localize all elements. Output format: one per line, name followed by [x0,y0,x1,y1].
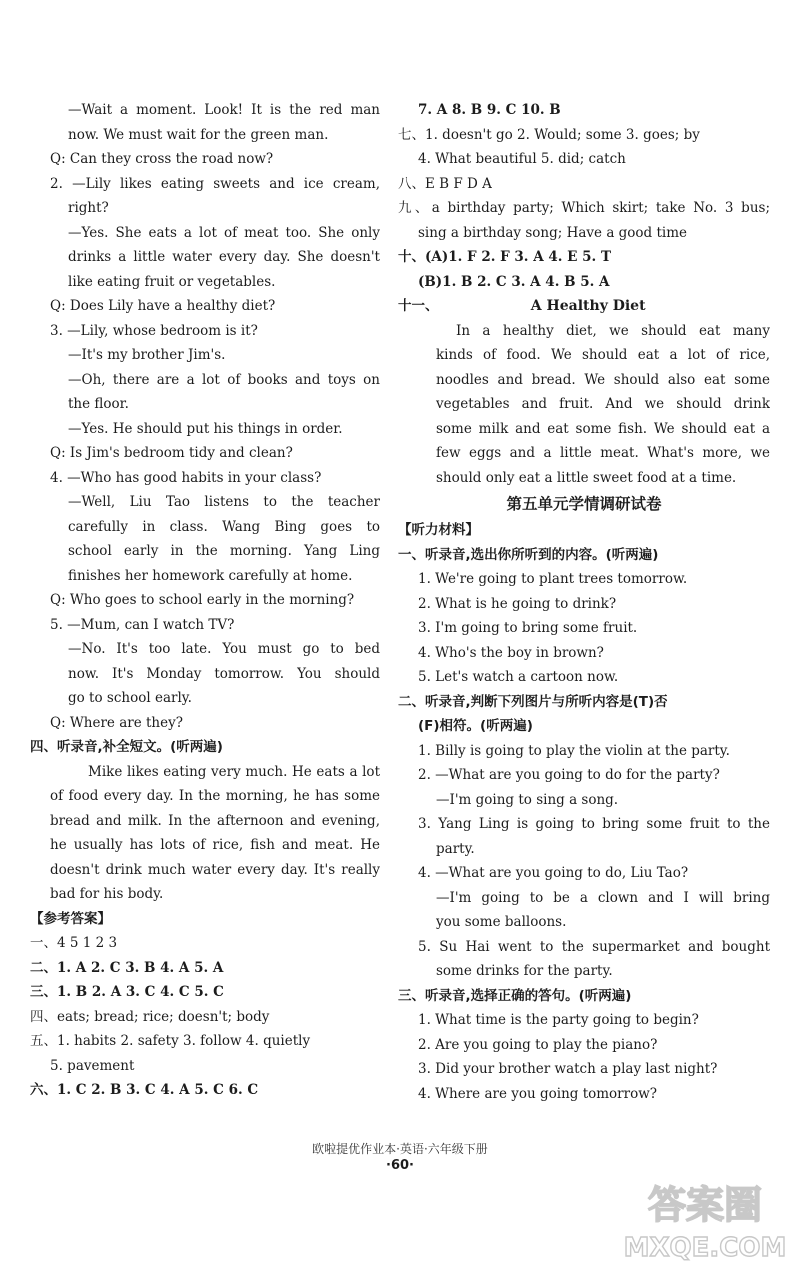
text-line: 一、4 5 1 2 3 [30,935,118,951]
text-line: —No. It's too late. You must go to bed [68,641,380,657]
answer-line: 九、a birthday party; Which skirt; take No. 3 bus; [398,200,770,216]
answer-line: 7. A 8. B 9. C 10. B [418,102,561,118]
text-line: right? [68,200,109,216]
left-column [30,98,380,1103]
essay-line: should only eat a little sweet food at a time. [436,469,737,486]
answer-list-top [398,98,770,294]
text-line: bread and milk. In the afternoon and evening, [50,812,380,829]
listening-line: 2. Are you going to play the piano? [418,1036,658,1053]
listening-line: 1. What time is the party going to begin? [418,1012,699,1028]
text-line: 5. —Mum, can I watch TV? [50,616,235,633]
essay-line: kinds of food. We should eat a lot of rice, [436,347,770,363]
listening-line: 4. —What are you going to do, Liu Tao? [418,865,689,881]
text-line: 四、eats; bread; rice; doesn't; body [30,1008,270,1025]
text-line: bad for his body. [50,886,164,902]
essay-line: In a healthy diet, we should eat many [456,322,770,339]
text-line: of food every day. In the morning, he has some [50,788,380,804]
text-line: 5. pavement [50,1057,135,1074]
text-line: Q: Where are they? [50,714,183,731]
section-title: 第五单元学情调研试卷 [506,495,662,513]
listening-line: 4. Who's the boy in brown? [418,644,604,661]
listening-line: —I'm going to sing a song. [436,791,619,808]
text-line: 【参考答案】 [30,910,111,927]
listening-line: 3. I'm going to bring some fruit. [418,620,638,636]
listening-line: (F)相符。(听两遍) [418,718,533,734]
listening-line: you some balloons. [436,914,567,930]
text-line: 四、听录音,补全短文。(听两遍) [30,739,223,755]
essay-label: 十一、 [398,298,439,314]
text-line: 2. —Lily likes eating sweets and ice cream, [50,175,380,192]
text-line: 五、1. habits 2. safety 3. follow 4. quietly [30,1033,311,1049]
text-line: —Yes. He should put his things in order. [68,420,343,437]
text-line: the floor. [68,396,129,412]
essay-heading-row [398,294,770,319]
answer-line: sing a birthday song; Have a good time [418,224,688,241]
listening-line: 一、听录音,选出你所听到的内容。(听两遍) [398,546,659,563]
text-line: doesn't drink much water every day. It's really [50,861,380,878]
text-line: Mike likes eating very much. He eats a lot [88,763,380,780]
answer-line: (B)1. B 2. C 3. A 4. B 5. A [418,273,610,290]
answer-line: 4. What beautiful 5. did; catch [418,151,626,167]
answer-line: 七、1. doesn't go 2. Would; some 3. goes; by [398,126,700,143]
listening-line: 5. Su Hai went to the supermarket and bought [418,938,770,955]
text-line: now. It's Monday tomorrow. You should [68,665,380,682]
text-line: he usually has lots of rice, fish and meat. He [50,837,380,853]
text-line: Q: Is Jim's bedroom tidy and clean? [50,445,293,461]
text-line: carefully in class. Wang Bing goes to [68,518,380,535]
text-line: —Oh, there are a lot of books and toys on [68,371,380,388]
text-line: Q: Does Lily have a healthy diet? [50,298,276,314]
text-line: go to school early. [68,690,192,706]
text-line: 三、1. B 2. A 3. C 4. C 5. C [30,984,224,1000]
listening-line: 2. What is he going to drink? [418,595,617,612]
right-column [398,98,770,1106]
text-line: —Well, Liu Tao listens to the teacher [68,494,380,510]
text-line: 4. —Who has good habits in your class? [50,469,322,486]
listening-line: 1. Billy is going to play the violin at the party. [418,742,730,759]
essay-line: few eggs and a little meat. What's more, we [436,445,770,461]
text-line: —It's my brother Jim's. [68,347,226,363]
text-line: Q: Who goes to school early in the morning? [50,592,355,608]
text-line: Q: Can they cross the road now? [50,151,274,167]
text-line: school early in the morning. Yang Ling [68,543,380,559]
answer-line: 八、E B F D A [398,175,492,192]
watermark-logo [615,1170,795,1265]
listening-line: 三、听录音,选择正确的答句。(听两遍) [398,987,632,1004]
listening-line: some drinks for the party. [436,963,613,979]
listening-line: —I'm going to be a clown and I will bring [436,889,770,906]
listening-line: 3. Yang Ling is going to bring some fruit to the [418,816,770,832]
essay-line: vegetables and fruit. And we should drink [436,396,770,412]
listening-line: 二、听录音,判断下列图片与所听内容是(T)否 [398,693,668,710]
listening-materials [398,518,770,1106]
page-footer: 欧啦提优作业本·英语·六年级下册 [312,1142,488,1156]
text-line: —Yes. She eats a lot of meat too. She only [68,224,380,241]
page-number: ·60· [386,1158,414,1173]
watermark-bottom-text: MXQE.COM [623,1233,787,1263]
text-line: 六、1. C 2. B 3. C 4. A 5. C 6. C [30,1082,259,1098]
text-line: —Wait a moment. Look! It is the red man [68,102,380,118]
watermark-top-text: 答案圈 [647,1183,763,1227]
text-line: finishes her homework carefully at home. [68,567,353,584]
text-line: drinks a little water every day. She doesn't [68,249,380,265]
listening-line: 2. —What are you going to do for the party? [418,767,720,783]
essay-line: noodles and bread. We should also eat some [436,371,770,388]
listening-line: 1. We're going to plant trees tomorrow. [418,571,688,587]
text-line: 二、1. A 2. C 3. B 4. A 5. A [30,959,224,976]
listening-line: 4. Where are you going tomorrow? [418,1085,658,1102]
listening-line: 5. Let's watch a cartoon now. [418,669,619,685]
essay-body [398,319,770,491]
essay-line: some milk and eat some fish. We should eat a [436,420,770,437]
listening-line: 【听力材料】 [398,522,479,538]
listening-line: party. [436,840,475,857]
answer-line: 十、(A)1. F 2. F 3. A 4. E 5. T [398,249,611,265]
essay-title: A Healthy Diet [530,298,646,314]
listening-line: 3. Did your brother watch a play last night? [418,1061,718,1077]
text-line: now. We must wait for the green man. [68,126,329,143]
text-line: 3. —Lily, whose bedroom is it? [50,322,258,339]
text-line: like eating fruit or vegetables. [68,273,276,290]
